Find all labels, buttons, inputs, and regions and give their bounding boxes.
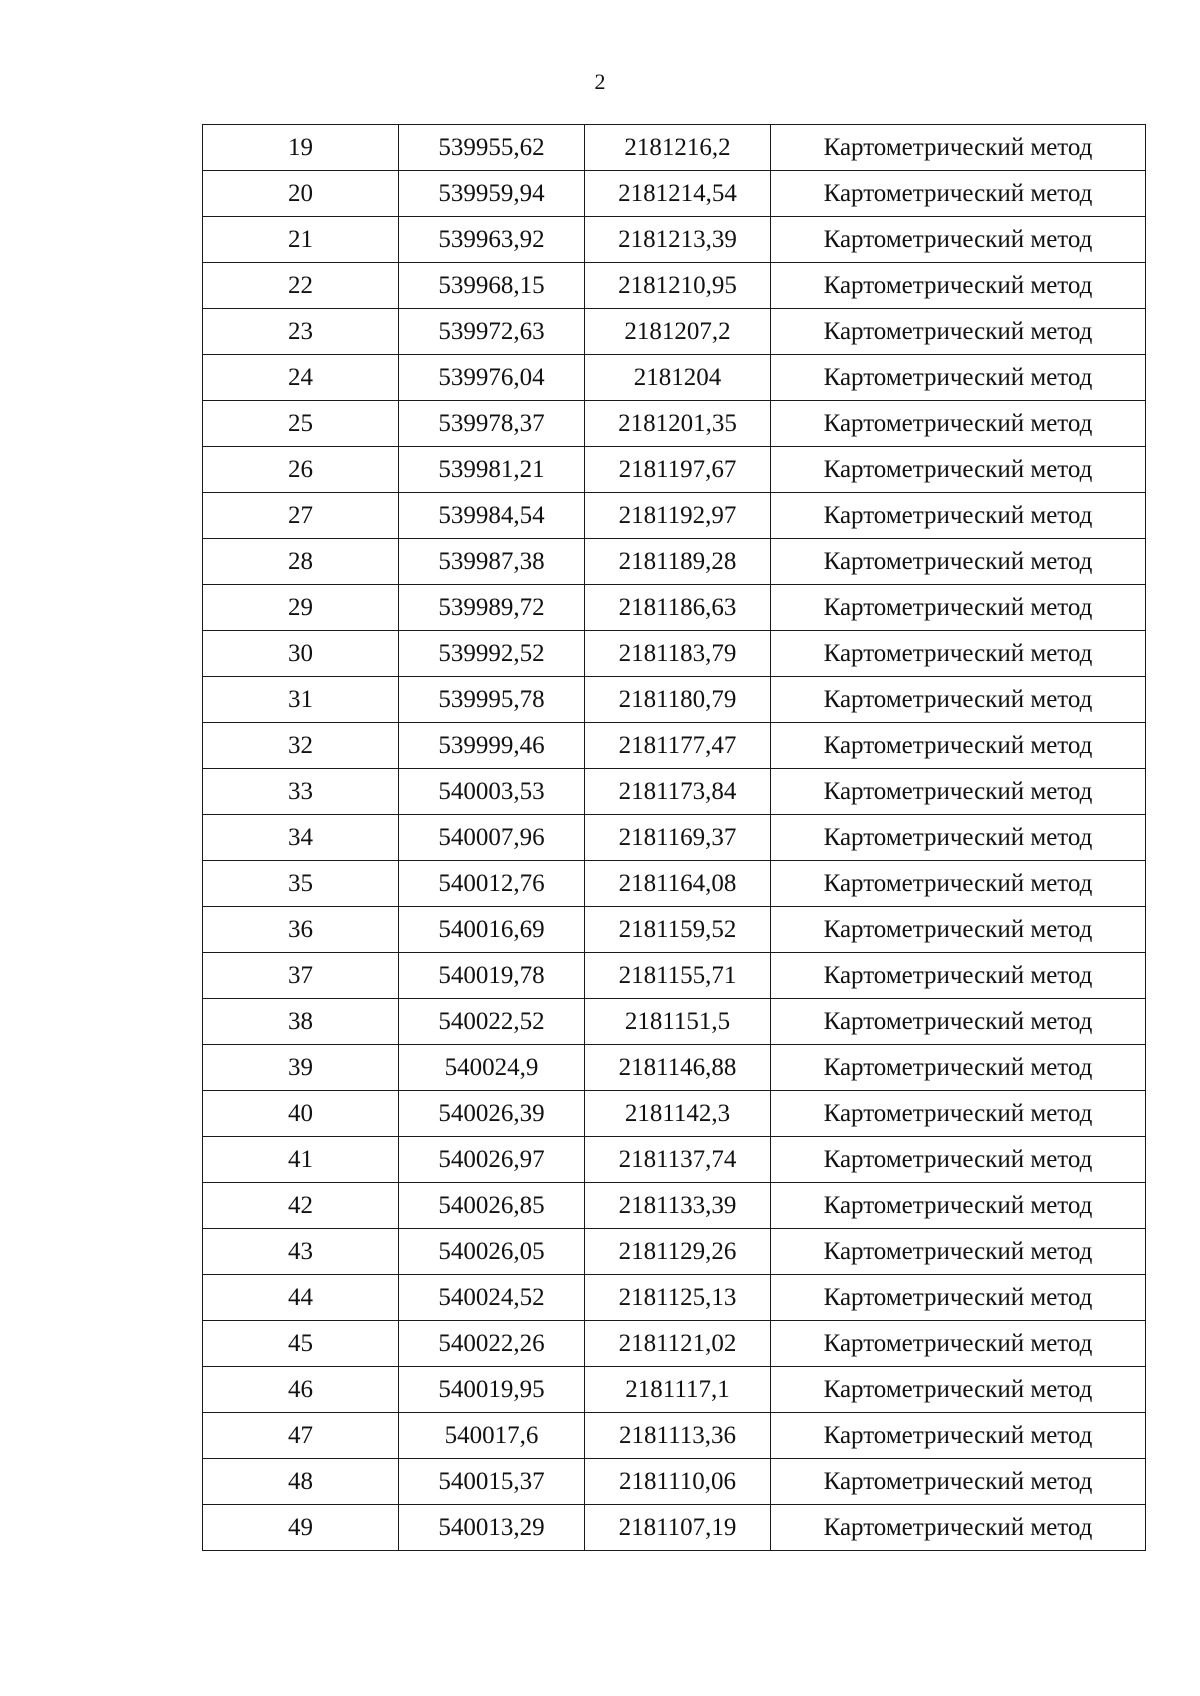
y-coordinate-cell: 2181151,5 (585, 999, 771, 1045)
table-row (203, 815, 1146, 861)
y-coordinate-cell: 2181192,97 (585, 493, 771, 539)
x-coordinate-cell: 539987,38 (399, 539, 585, 585)
table-row (203, 1321, 1146, 1367)
x-coordinate-cell: 539963,92 (399, 217, 585, 263)
y-coordinate-cell: 2181164,08 (585, 861, 771, 907)
method-cell: Картометрический метод (771, 125, 1146, 171)
method-cell: Картометрический метод (771, 585, 1146, 631)
method-cell: Картометрический метод (771, 493, 1146, 539)
table-row (203, 171, 1146, 217)
table-row (203, 907, 1146, 953)
method-cell: Картометрический метод (771, 1367, 1146, 1413)
x-coordinate-cell: 540012,76 (399, 861, 585, 907)
method-cell: Картометрический метод (771, 171, 1146, 217)
table-row (203, 309, 1146, 355)
point-number-cell: 46 (203, 1367, 399, 1413)
method-cell: Картометрический метод (771, 1183, 1146, 1229)
table-row (203, 631, 1146, 677)
point-number-cell: 31 (203, 677, 399, 723)
y-coordinate-cell: 2181155,71 (585, 953, 771, 999)
x-coordinate-cell: 539999,46 (399, 723, 585, 769)
table-row (203, 1045, 1146, 1091)
table-row (203, 999, 1146, 1045)
point-number-cell: 49 (203, 1505, 399, 1551)
x-coordinate-cell: 539992,52 (399, 631, 585, 677)
table-row (203, 677, 1146, 723)
point-number-cell: 43 (203, 1229, 399, 1275)
point-number-cell: 33 (203, 769, 399, 815)
method-cell: Картометрический метод (771, 263, 1146, 309)
method-cell: Картометрический метод (771, 1137, 1146, 1183)
table-row (203, 1275, 1146, 1321)
method-cell: Картометрический метод (771, 309, 1146, 355)
x-coordinate-cell: 540007,96 (399, 815, 585, 861)
y-coordinate-cell: 2181110,06 (585, 1459, 771, 1505)
y-coordinate-cell: 2181216,2 (585, 125, 771, 171)
x-coordinate-cell: 539995,78 (399, 677, 585, 723)
y-coordinate-cell: 2181189,28 (585, 539, 771, 585)
method-cell: Картометрический метод (771, 953, 1146, 999)
method-cell: Картометрический метод (771, 1459, 1146, 1505)
method-cell: Картометрический метод (771, 217, 1146, 263)
point-number-cell: 27 (203, 493, 399, 539)
table-row (203, 953, 1146, 999)
y-coordinate-cell: 2181180,79 (585, 677, 771, 723)
table-row (203, 263, 1146, 309)
table-row (203, 355, 1146, 401)
method-cell: Картометрический метод (771, 539, 1146, 585)
point-number-cell: 40 (203, 1091, 399, 1137)
method-cell: Картометрический метод (771, 907, 1146, 953)
method-cell: Картометрический метод (771, 815, 1146, 861)
point-number-cell: 29 (203, 585, 399, 631)
point-number-cell: 45 (203, 1321, 399, 1367)
method-cell: Картометрический метод (771, 1275, 1146, 1321)
point-number-cell: 42 (203, 1183, 399, 1229)
method-cell: Картометрический метод (771, 1045, 1146, 1091)
table-row (203, 723, 1146, 769)
point-number-cell: 30 (203, 631, 399, 677)
table-row (203, 1505, 1146, 1551)
x-coordinate-cell: 539959,94 (399, 171, 585, 217)
method-cell: Картометрический метод (771, 861, 1146, 907)
method-cell: Картометрический метод (771, 1091, 1146, 1137)
point-number-cell: 41 (203, 1137, 399, 1183)
x-coordinate-cell: 539981,21 (399, 447, 585, 493)
coordinates-table-body (203, 125, 1146, 1551)
method-cell: Картометрический метод (771, 1413, 1146, 1459)
table-row (203, 861, 1146, 907)
point-number-cell: 38 (203, 999, 399, 1045)
x-coordinate-cell: 540019,95 (399, 1367, 585, 1413)
x-coordinate-cell: 539984,54 (399, 493, 585, 539)
y-coordinate-cell: 2181142,3 (585, 1091, 771, 1137)
y-coordinate-cell: 2181159,52 (585, 907, 771, 953)
point-number-cell: 22 (203, 263, 399, 309)
y-coordinate-cell: 2181186,63 (585, 585, 771, 631)
y-coordinate-cell: 2181117,1 (585, 1367, 771, 1413)
table-row (203, 1091, 1146, 1137)
point-number-cell: 34 (203, 815, 399, 861)
x-coordinate-cell: 540022,26 (399, 1321, 585, 1367)
y-coordinate-cell: 2181183,79 (585, 631, 771, 677)
x-coordinate-cell: 540016,69 (399, 907, 585, 953)
point-number-cell: 19 (203, 125, 399, 171)
y-coordinate-cell: 2181207,2 (585, 309, 771, 355)
y-coordinate-cell: 2181201,35 (585, 401, 771, 447)
x-coordinate-cell: 539972,63 (399, 309, 585, 355)
point-number-cell: 36 (203, 907, 399, 953)
x-coordinate-cell: 540013,29 (399, 1505, 585, 1551)
x-coordinate-cell: 539989,72 (399, 585, 585, 631)
table-row (203, 1229, 1146, 1275)
table-row (203, 493, 1146, 539)
table-row (203, 1459, 1146, 1505)
x-coordinate-cell: 540003,53 (399, 769, 585, 815)
x-coordinate-cell: 540026,85 (399, 1183, 585, 1229)
x-coordinate-cell: 540024,9 (399, 1045, 585, 1091)
y-coordinate-cell: 2181113,36 (585, 1413, 771, 1459)
method-cell: Картометрический метод (771, 677, 1146, 723)
point-number-cell: 39 (203, 1045, 399, 1091)
table-row (203, 1413, 1146, 1459)
x-coordinate-cell: 540024,52 (399, 1275, 585, 1321)
method-cell: Картометрический метод (771, 723, 1146, 769)
x-coordinate-cell: 540015,37 (399, 1459, 585, 1505)
point-number-cell: 48 (203, 1459, 399, 1505)
x-coordinate-cell: 540019,78 (399, 953, 585, 999)
y-coordinate-cell: 2181146,88 (585, 1045, 771, 1091)
coordinates-table (202, 124, 1146, 1551)
table-row (203, 447, 1146, 493)
point-number-cell: 47 (203, 1413, 399, 1459)
table-row (203, 1367, 1146, 1413)
y-coordinate-cell: 2181210,95 (585, 263, 771, 309)
y-coordinate-cell: 2181197,67 (585, 447, 771, 493)
point-number-cell: 24 (203, 355, 399, 401)
x-coordinate-cell: 540022,52 (399, 999, 585, 1045)
x-coordinate-cell: 540026,05 (399, 1229, 585, 1275)
table-row (203, 125, 1146, 171)
y-coordinate-cell: 2181107,19 (585, 1505, 771, 1551)
method-cell: Картометрический метод (771, 769, 1146, 815)
x-coordinate-cell: 539968,15 (399, 263, 585, 309)
point-number-cell: 20 (203, 171, 399, 217)
point-number-cell: 32 (203, 723, 399, 769)
x-coordinate-cell: 539976,04 (399, 355, 585, 401)
table-row (203, 539, 1146, 585)
table-row (203, 585, 1146, 631)
method-cell: Картометрический метод (771, 447, 1146, 493)
method-cell: Картометрический метод (771, 401, 1146, 447)
y-coordinate-cell: 2181137,74 (585, 1137, 771, 1183)
point-number-cell: 25 (203, 401, 399, 447)
point-number-cell: 44 (203, 1275, 399, 1321)
y-coordinate-cell: 2181121,02 (585, 1321, 771, 1367)
y-coordinate-cell: 2181214,54 (585, 171, 771, 217)
y-coordinate-cell: 2181204 (585, 355, 771, 401)
y-coordinate-cell: 2181169,37 (585, 815, 771, 861)
method-cell: Картометрический метод (771, 631, 1146, 677)
method-cell: Картометрический метод (771, 1321, 1146, 1367)
y-coordinate-cell: 2181173,84 (585, 769, 771, 815)
method-cell: Картометрический метод (771, 355, 1146, 401)
y-coordinate-cell: 2181125,13 (585, 1275, 771, 1321)
point-number-cell: 28 (203, 539, 399, 585)
x-coordinate-cell: 540017,6 (399, 1413, 585, 1459)
table-row (203, 1183, 1146, 1229)
x-coordinate-cell: 539955,62 (399, 125, 585, 171)
method-cell: Картометрический метод (771, 1505, 1146, 1551)
x-coordinate-cell: 539978,37 (399, 401, 585, 447)
table-row (203, 401, 1146, 447)
page-number: 2 (594, 69, 606, 94)
table-row (203, 1137, 1146, 1183)
point-number-cell: 35 (203, 861, 399, 907)
table-row (203, 217, 1146, 263)
point-number-cell: 21 (203, 217, 399, 263)
point-number-cell: 23 (203, 309, 399, 355)
x-coordinate-cell: 540026,97 (399, 1137, 585, 1183)
point-number-cell: 26 (203, 447, 399, 493)
method-cell: Картометрический метод (771, 999, 1146, 1045)
y-coordinate-cell: 2181129,26 (585, 1229, 771, 1275)
table-row (203, 769, 1146, 815)
x-coordinate-cell: 540026,39 (399, 1091, 585, 1137)
point-number-cell: 37 (203, 953, 399, 999)
method-cell: Картометрический метод (771, 1229, 1146, 1275)
y-coordinate-cell: 2181213,39 (585, 217, 771, 263)
y-coordinate-cell: 2181177,47 (585, 723, 771, 769)
y-coordinate-cell: 2181133,39 (585, 1183, 771, 1229)
